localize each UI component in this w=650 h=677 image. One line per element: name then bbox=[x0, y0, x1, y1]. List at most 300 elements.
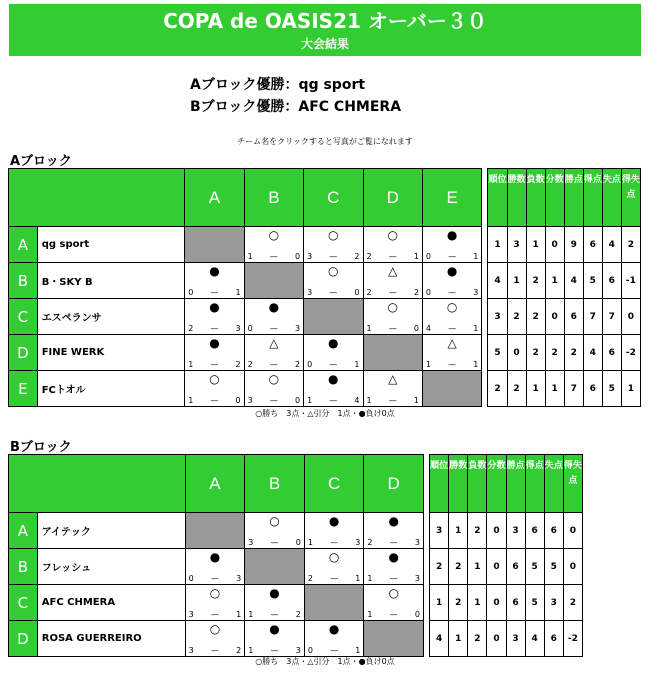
score-opponent: 0 bbox=[414, 610, 420, 619]
match-result-cell bbox=[304, 513, 364, 549]
score-opponent: 0 bbox=[354, 288, 360, 297]
team-row bbox=[9, 549, 583, 585]
team-name-link[interactable]: FCトオル bbox=[37, 371, 185, 407]
stat-header: 順位 bbox=[488, 169, 507, 227]
score-dash: — bbox=[389, 574, 398, 583]
match-score bbox=[426, 360, 478, 369]
row-label: A bbox=[9, 513, 38, 549]
result-mark: ○ bbox=[328, 264, 339, 278]
stat-value: -2 bbox=[621, 335, 640, 371]
score-opponent: 3 bbox=[355, 538, 361, 547]
opponent-header: D bbox=[364, 455, 424, 513]
team-name-link[interactable]: エスペランサ bbox=[37, 299, 185, 335]
stat-value: 1 bbox=[468, 585, 487, 621]
score-dash: — bbox=[269, 324, 278, 333]
stat-value: 1 bbox=[526, 227, 545, 263]
stat-value: 0 bbox=[563, 549, 582, 585]
opponent-header: D bbox=[363, 169, 422, 227]
match-score bbox=[367, 252, 419, 261]
score-opponent: 3 bbox=[236, 574, 242, 583]
row-label: E bbox=[9, 371, 38, 407]
score-opponent: 0 bbox=[295, 538, 301, 547]
score-opponent: 4 bbox=[354, 396, 360, 405]
stat-value: 0 bbox=[487, 621, 506, 657]
match-result-cell bbox=[185, 585, 245, 621]
stat-value: 6 bbox=[525, 513, 544, 549]
match-score bbox=[307, 252, 359, 261]
stat-value: 4 bbox=[525, 621, 544, 657]
score-opponent: 1 bbox=[413, 396, 419, 405]
match-score bbox=[248, 610, 301, 619]
stat-value: 2 bbox=[526, 299, 545, 335]
block-a-title: Aブロック bbox=[10, 154, 72, 169]
match-result-cell bbox=[304, 227, 363, 263]
stat-value: 0 bbox=[487, 585, 506, 621]
result-mark: ○ bbox=[268, 372, 280, 386]
stat-value: -2 bbox=[563, 621, 582, 657]
row-label: B bbox=[9, 549, 38, 585]
result-mark: ● bbox=[388, 514, 399, 528]
match-result-cell bbox=[422, 335, 481, 371]
match-result-cell bbox=[185, 371, 244, 407]
result-mark: △ bbox=[388, 372, 398, 386]
score-dash: — bbox=[210, 324, 219, 333]
score-dash: — bbox=[329, 252, 338, 261]
team-name-link[interactable]: qg sport bbox=[37, 227, 185, 263]
score-opponent: 0 bbox=[294, 396, 301, 405]
score-own: 3 bbox=[247, 396, 253, 405]
result-mark: ○ bbox=[268, 228, 280, 242]
stat-header: 失点 bbox=[602, 169, 621, 227]
match-result-cell bbox=[422, 227, 481, 263]
match-result-cell bbox=[304, 371, 363, 407]
score-own: 2 bbox=[307, 574, 313, 583]
team-name-link[interactable]: アイテック bbox=[37, 513, 185, 549]
result-mark: ○ bbox=[269, 514, 280, 528]
score-dash: — bbox=[330, 574, 339, 583]
score-opponent: 0 bbox=[235, 396, 241, 405]
match-score bbox=[188, 360, 240, 369]
score-own: 1 bbox=[247, 252, 253, 261]
score-own: 3 bbox=[307, 252, 313, 261]
row-label: B bbox=[9, 263, 38, 299]
score-own: 1 bbox=[307, 396, 313, 405]
stat-value: 2 bbox=[563, 585, 582, 621]
match-score bbox=[248, 396, 300, 405]
result-mark: ● bbox=[328, 622, 340, 636]
match-score bbox=[367, 574, 420, 583]
team-name-link[interactable]: FINE WERK bbox=[37, 335, 185, 371]
score-dash: — bbox=[270, 646, 279, 655]
score-own: 1 bbox=[366, 324, 372, 333]
stat-value: 2 bbox=[468, 621, 487, 657]
match-result-cell bbox=[244, 335, 303, 371]
score-opponent: 3 bbox=[414, 538, 420, 547]
team-row bbox=[9, 263, 641, 299]
score-dash: — bbox=[270, 610, 279, 619]
score-opponent: 1 bbox=[355, 646, 361, 655]
match-score bbox=[308, 538, 361, 547]
score-opponent: 3 bbox=[294, 324, 301, 333]
match-score bbox=[367, 610, 420, 619]
result-mark: ○ bbox=[209, 372, 220, 386]
self-match-cell bbox=[185, 227, 244, 263]
score-opponent: 2 bbox=[294, 360, 301, 369]
score-dash: — bbox=[329, 288, 338, 297]
stat-value: 6 bbox=[564, 299, 583, 335]
match-score bbox=[248, 646, 301, 655]
stat-value: 6 bbox=[506, 549, 525, 585]
stat-value: 2 bbox=[526, 335, 545, 371]
result-mark: ● bbox=[268, 300, 280, 314]
stat-value: 3 bbox=[506, 621, 525, 657]
match-score bbox=[367, 288, 419, 297]
match-result-cell bbox=[363, 371, 422, 407]
stat-value: 7 bbox=[564, 371, 583, 407]
match-score bbox=[307, 360, 359, 369]
match-result-cell bbox=[185, 621, 245, 657]
score-own: 2 bbox=[247, 360, 253, 369]
stat-value: -1 bbox=[621, 263, 640, 299]
stat-header: 勝点 bbox=[506, 455, 525, 513]
team-name-link[interactable]: AFC CHMERA bbox=[37, 585, 185, 621]
score-opponent: 2 bbox=[295, 610, 301, 619]
stat-value: 1 bbox=[545, 371, 564, 407]
stat-value: 2 bbox=[526, 263, 545, 299]
opponent-header: B bbox=[245, 455, 305, 513]
stat-header: 勝点 bbox=[564, 169, 583, 227]
score-dash: — bbox=[329, 396, 338, 405]
stat-value: 2 bbox=[507, 371, 526, 407]
stat-value: 7 bbox=[583, 299, 602, 335]
block-b-table bbox=[8, 454, 583, 657]
stat-value: 4 bbox=[488, 263, 507, 299]
page-title: COPA de OASIS21 オーバー３０ bbox=[163, 9, 487, 33]
stat-value: 1 bbox=[449, 621, 468, 657]
stat-value: 0 bbox=[563, 513, 582, 549]
winner-block-a: Aブロック優勝：qg sport bbox=[190, 77, 366, 93]
stat-value: 5 bbox=[602, 371, 621, 407]
match-score bbox=[248, 252, 300, 261]
self-match-cell bbox=[422, 371, 481, 407]
score-dash: — bbox=[448, 288, 457, 297]
match-result-cell bbox=[185, 549, 245, 585]
stat-value: 0 bbox=[507, 335, 526, 371]
score-opponent: 1 bbox=[354, 360, 360, 369]
score-opponent: 3 bbox=[414, 574, 420, 583]
match-score bbox=[189, 574, 242, 583]
match-result-cell bbox=[185, 263, 244, 299]
score-opponent: 1 bbox=[473, 252, 479, 261]
match-score bbox=[367, 538, 420, 547]
score-own: 2 bbox=[366, 252, 372, 261]
stat-value: 4 bbox=[564, 263, 583, 299]
stat-value: 0 bbox=[621, 299, 640, 335]
stat-value: 0 bbox=[545, 299, 564, 335]
stat-value: 6 bbox=[544, 513, 563, 549]
match-score bbox=[307, 396, 359, 405]
team-name-link[interactable]: フレッシュ bbox=[37, 549, 185, 585]
result-mark: ● bbox=[269, 622, 280, 636]
stat-header: 得失点 bbox=[563, 455, 582, 513]
score-own: 0 bbox=[188, 574, 194, 583]
result-mark: ● bbox=[269, 586, 280, 600]
row-label: C bbox=[9, 585, 38, 621]
stat-value: 2 bbox=[449, 549, 468, 585]
stat-header: 分数 bbox=[487, 455, 506, 513]
score-own: 2 bbox=[188, 324, 194, 333]
header-row bbox=[9, 455, 583, 513]
row-label: D bbox=[9, 621, 38, 657]
result-mark: ● bbox=[328, 336, 339, 350]
score-own: 1 bbox=[248, 610, 254, 619]
match-result-cell bbox=[304, 621, 364, 657]
result-mark: ● bbox=[446, 264, 458, 278]
team-row bbox=[9, 371, 641, 407]
score-own: 2 bbox=[367, 538, 373, 547]
match-result-cell bbox=[185, 299, 244, 335]
stat-value: 2 bbox=[621, 227, 640, 263]
match-result-cell bbox=[185, 335, 244, 371]
stat-value: 1 bbox=[430, 585, 449, 621]
winner-block-b: Bブロック優勝：AFC CHMERA bbox=[190, 99, 402, 115]
match-result-cell bbox=[364, 549, 424, 585]
stat-value: 6 bbox=[602, 335, 621, 371]
score-dash: — bbox=[389, 610, 398, 619]
row-label: C bbox=[9, 299, 38, 335]
score-opponent: 1 bbox=[413, 252, 419, 261]
score-dash: — bbox=[389, 538, 398, 547]
stat-value: 1 bbox=[449, 513, 468, 549]
row-label: A bbox=[9, 227, 38, 263]
score-dash: — bbox=[210, 360, 219, 369]
stat-value: 5 bbox=[525, 585, 544, 621]
stat-value: 5 bbox=[583, 263, 602, 299]
score-dash: — bbox=[388, 396, 397, 405]
score-opponent: 3 bbox=[473, 288, 479, 297]
score-own: 0 bbox=[307, 360, 313, 369]
score-dash: — bbox=[210, 646, 219, 655]
self-match-cell bbox=[304, 585, 364, 621]
score-dash: — bbox=[269, 360, 278, 369]
team-name-link[interactable]: B・SKY B bbox=[37, 263, 185, 299]
stat-header: 分数 bbox=[545, 169, 564, 227]
team-row bbox=[9, 227, 641, 263]
stat-value: 1 bbox=[545, 263, 564, 299]
score-own: 2 bbox=[366, 288, 372, 297]
score-own: 1 bbox=[367, 574, 373, 583]
score-own: 0 bbox=[425, 288, 432, 297]
score-own: 0 bbox=[247, 324, 253, 333]
team-row bbox=[9, 299, 641, 335]
stat-header: 順位 bbox=[430, 455, 449, 513]
team-row bbox=[9, 335, 641, 371]
stat-value: 0 bbox=[487, 513, 506, 549]
score-own: 1 bbox=[188, 396, 194, 405]
match-score bbox=[426, 288, 478, 297]
match-result-cell bbox=[304, 335, 363, 371]
stat-value: 2 bbox=[545, 335, 564, 371]
click-note: チーム名をクリックすると写真がご覧になれます bbox=[237, 137, 413, 146]
score-opponent: 1 bbox=[355, 574, 361, 583]
match-score bbox=[248, 538, 301, 547]
score-own: 1 bbox=[367, 610, 373, 619]
score-opponent: 1 bbox=[235, 288, 241, 297]
stat-header: 得点 bbox=[583, 169, 602, 227]
opponent-header: C bbox=[304, 455, 364, 513]
match-score bbox=[426, 252, 478, 261]
stat-value: 2 bbox=[564, 335, 583, 371]
stat-value: 1 bbox=[488, 227, 507, 263]
stat-header: 失点 bbox=[544, 455, 563, 513]
stat-value: 5 bbox=[544, 549, 563, 585]
score-opponent: 2 bbox=[354, 252, 360, 261]
stat-value: 2 bbox=[488, 371, 507, 407]
score-opponent: 1 bbox=[473, 324, 479, 333]
result-mark: ● bbox=[328, 514, 340, 528]
match-result-cell bbox=[245, 585, 305, 621]
stat-header: 勝数 bbox=[449, 455, 468, 513]
match-result-cell bbox=[304, 549, 364, 585]
score-dash: — bbox=[388, 324, 397, 333]
score-dash: — bbox=[388, 252, 397, 261]
match-score bbox=[308, 574, 361, 583]
match-result-cell bbox=[304, 263, 363, 299]
score-dash: — bbox=[330, 646, 339, 655]
team-row bbox=[9, 585, 583, 621]
match-score bbox=[189, 610, 242, 619]
stat-header: 負数 bbox=[526, 169, 545, 227]
self-match-cell bbox=[245, 549, 305, 585]
self-match-cell bbox=[363, 335, 422, 371]
score-own: 3 bbox=[248, 538, 254, 547]
stat-value: 2 bbox=[507, 299, 526, 335]
stat-value: 6 bbox=[506, 585, 525, 621]
match-result-cell bbox=[422, 299, 481, 335]
score-own: 0 bbox=[188, 288, 194, 297]
stat-value: 1 bbox=[507, 263, 526, 299]
block-a-table bbox=[8, 168, 641, 407]
match-result-cell bbox=[245, 621, 305, 657]
score-dash: — bbox=[210, 610, 219, 619]
match-result-cell bbox=[363, 299, 422, 335]
result-mark: ○ bbox=[388, 586, 399, 600]
stat-value: 3 bbox=[430, 513, 449, 549]
stat-value: 0 bbox=[545, 227, 564, 263]
result-mark: ● bbox=[209, 336, 220, 350]
stat-value: 4 bbox=[602, 227, 621, 263]
score-opponent: 1 bbox=[473, 360, 479, 369]
score-opponent: 3 bbox=[295, 646, 301, 655]
score-dash: — bbox=[210, 574, 219, 583]
stat-value: 0 bbox=[487, 549, 506, 585]
score-own: 1 bbox=[188, 360, 194, 369]
score-dash: — bbox=[270, 538, 279, 547]
match-score bbox=[188, 288, 240, 297]
match-result-cell bbox=[364, 585, 424, 621]
stat-value: 6 bbox=[583, 371, 602, 407]
score-dash: — bbox=[448, 360, 457, 369]
score-own: 0 bbox=[307, 646, 313, 655]
stat-value: 3 bbox=[507, 227, 526, 263]
team-name-link[interactable]: ROSA GUERREIRO bbox=[37, 621, 185, 657]
result-mark: ○ bbox=[328, 228, 339, 242]
score-opponent: 3 bbox=[235, 324, 241, 333]
stat-value: 6 bbox=[583, 227, 602, 263]
block-b-title: Bブロック bbox=[10, 440, 72, 455]
score-dash: — bbox=[448, 324, 457, 333]
stat-header: 勝数 bbox=[507, 169, 526, 227]
score-dash: — bbox=[448, 252, 457, 261]
score-dash: — bbox=[388, 288, 397, 297]
match-score bbox=[367, 324, 419, 333]
score-own: 3 bbox=[188, 610, 194, 619]
score-own: 0 bbox=[425, 252, 432, 261]
match-result-cell bbox=[364, 513, 424, 549]
stat-header: 得点 bbox=[525, 455, 544, 513]
score-dash: — bbox=[329, 360, 338, 369]
header-banner bbox=[9, 4, 641, 56]
score-opponent: 2 bbox=[235, 360, 241, 369]
stat-value: 1 bbox=[526, 371, 545, 407]
stat-value: 3 bbox=[544, 585, 563, 621]
stat-value: 5 bbox=[488, 335, 507, 371]
score-opponent: 2 bbox=[236, 646, 242, 655]
match-score bbox=[248, 324, 300, 333]
result-mark: ○ bbox=[387, 228, 398, 242]
match-result-cell bbox=[245, 513, 305, 549]
score-dash: — bbox=[210, 288, 219, 297]
score-opponent: 1 bbox=[236, 610, 242, 619]
score-dash: — bbox=[269, 252, 278, 261]
stat-value: 9 bbox=[564, 227, 583, 263]
header-row bbox=[9, 169, 641, 227]
team-row bbox=[9, 513, 583, 549]
stat-value: 6 bbox=[544, 621, 563, 657]
score-dash: — bbox=[330, 538, 339, 547]
match-score bbox=[188, 396, 240, 405]
match-result-cell bbox=[244, 299, 303, 335]
result-mark: ● bbox=[209, 300, 220, 314]
score-opponent: 2 bbox=[413, 288, 419, 297]
match-result-cell bbox=[363, 263, 422, 299]
result-mark: ● bbox=[209, 550, 221, 564]
match-result-cell bbox=[244, 227, 303, 263]
opponent-header: A bbox=[185, 169, 244, 227]
match-score bbox=[248, 360, 300, 369]
match-result-cell bbox=[244, 371, 303, 407]
self-match-cell bbox=[364, 621, 424, 657]
stat-header: 負数 bbox=[468, 455, 487, 513]
result-mark: △ bbox=[388, 264, 398, 278]
result-mark: ○ bbox=[387, 300, 398, 314]
opponent-header: E bbox=[422, 169, 481, 227]
match-score bbox=[426, 324, 478, 333]
result-mark: ● bbox=[388, 550, 399, 564]
stat-value: 6 bbox=[602, 263, 621, 299]
stat-value: 4 bbox=[583, 335, 602, 371]
score-own: 1 bbox=[425, 360, 432, 369]
result-mark: ○ bbox=[209, 586, 221, 600]
self-match-cell bbox=[304, 299, 363, 335]
result-mark: ● bbox=[328, 372, 339, 386]
header-corner bbox=[9, 455, 186, 513]
stat-value: 3 bbox=[488, 299, 507, 335]
match-score bbox=[188, 324, 240, 333]
team-row bbox=[9, 621, 583, 657]
score-own: 4 bbox=[425, 324, 432, 333]
score-own: 1 bbox=[248, 646, 254, 655]
